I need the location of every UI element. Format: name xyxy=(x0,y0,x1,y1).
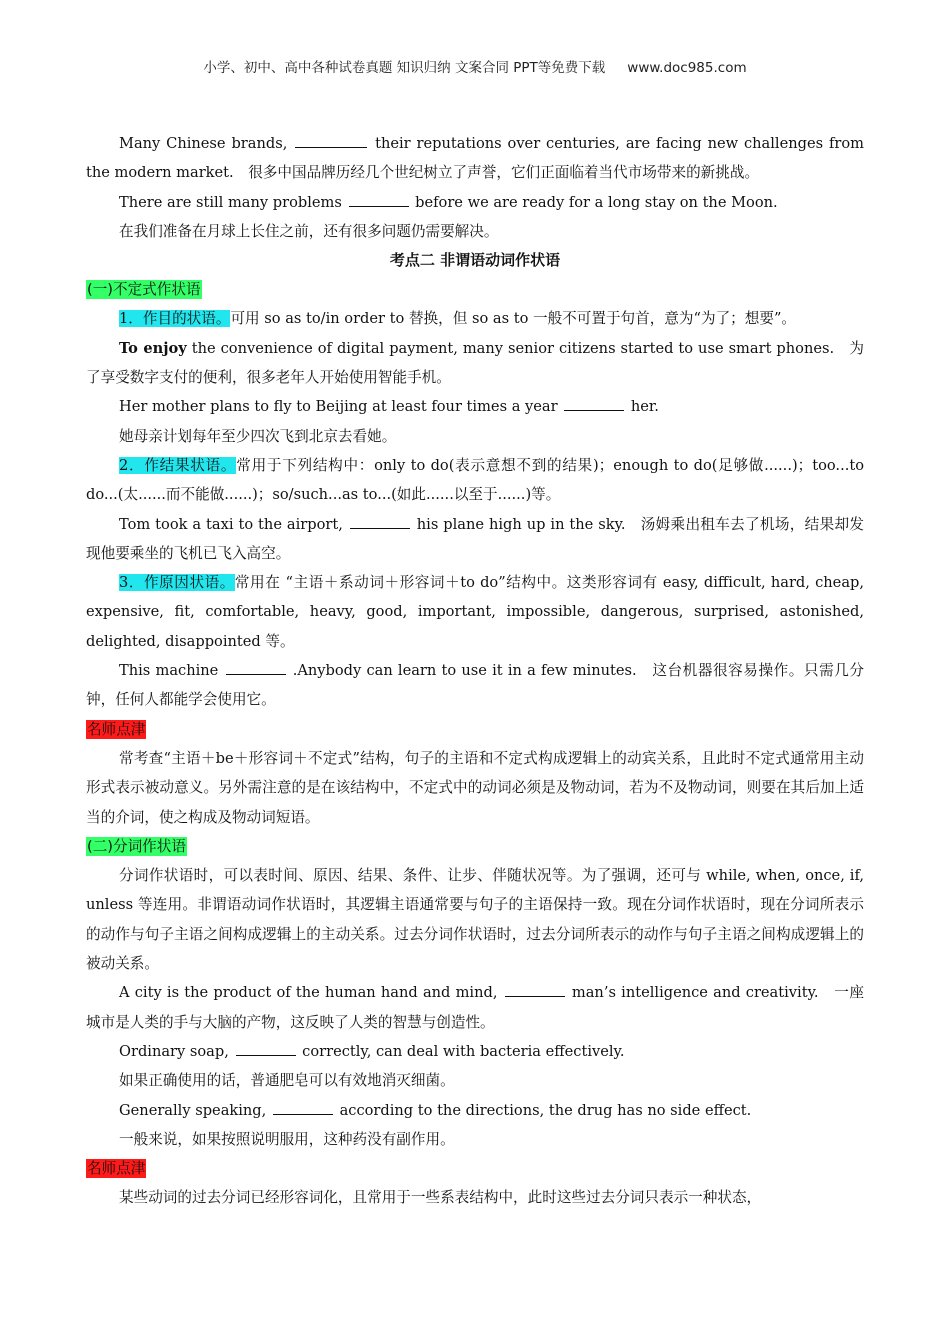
header-text: 小学、初中、高中各种试卷真题 知识归纳 文案合同 PPT等免费下载 xyxy=(203,60,606,76)
answer-blank[interactable] xyxy=(564,395,624,411)
paragraph: 1．作目的状语。可用 so as to/in order to 替换，但 so as to 一般不可置于句首，意为“为了；想要”。 xyxy=(119,310,797,328)
answer-blank[interactable] xyxy=(349,191,409,207)
tip-label: 名师点津 xyxy=(87,1160,146,1178)
paragraph: 常考查“主语＋be＋形容词＋不定式”结构，句子的主语和不定式构成逻辑上的动宾关系，且此时不定式通常用主动形式表示被动意义。另外需注意的是在该结构中，不定式中的动词必须是及物动词，若为不及物动词，则要在其后加上适当的介词，使之构成及物动词短语。 xyxy=(86,749,864,826)
paragraph: To enjoy the convenience of digital payment, many senior citizens started to use smart phones. 为了享受数字支付的便利，很多老年人开始使用智能手机。 xyxy=(86,339,865,387)
paragraph: 如果正确使用的话，普通肥皂可以有效地消灭细菌。 xyxy=(119,1072,455,1090)
paragraph: This machine .Anybody can learn to use it in a few minutes. 这台机器很容易操作。只需几分钟，任何人都能学会使用它。 xyxy=(86,656,864,715)
subsection-heading xyxy=(86,275,864,304)
subsection-label: (一)不定式作状语 xyxy=(87,281,201,299)
paragraph: Ordinary soap, correctly, can deal with bacteria effectively. xyxy=(86,1037,864,1066)
tip-heading xyxy=(86,1154,864,1183)
answer-blank[interactable] xyxy=(350,513,410,529)
answer-blank[interactable] xyxy=(236,1040,296,1056)
item-label: 3．作原因状语。 xyxy=(119,574,235,592)
page-header xyxy=(0,56,950,76)
paragraph: 某些动词的过去分词已经形容词化，且常用于一些系表结构中，此时这些过去分词只表示一种状态， xyxy=(119,1189,762,1207)
item-label: 2．作结果状语。 xyxy=(119,456,237,474)
answer-blank[interactable] xyxy=(295,132,367,148)
subsection-heading xyxy=(86,832,864,861)
answer-blank[interactable] xyxy=(273,1099,333,1115)
paragraph: 分词作状语时，可以表时间、原因、结果、条件、让步、伴随状况等。为了强调，还可与 while, when, once, if, unless 等连用。非谓语动词作状语时，其逻辑主语通常要与句子的主语保持一致。现在分词作状语时，现在分词所表示的动作与句子主语之间构成逻辑上的主动关系。过去分词作状语时，过去分词所表示的动作与句子主语之间构成逻辑上的被动关系。 xyxy=(86,867,864,973)
paragraph: Tom took a taxi to the airport, his plane high up in the sky. 汤姆乘出租车去了机场，结果却发现他要乘坐的飞机已飞入高空。 xyxy=(86,510,864,569)
paragraph: 一般来说，如果按照说明服用，这种药没有副作用。 xyxy=(119,1130,455,1148)
tip-heading xyxy=(86,715,864,744)
paragraph: 2．作结果状语。常用于下列结构中：only to do(表示意想不到的结果)；enough to do(足够做......)；too...to do...(太......而不能做......)；so/such...as to...(如此......以至于......)等。 xyxy=(86,456,864,504)
tip-label: 名师点津 xyxy=(87,720,146,738)
paragraph: Her mother plans to fly to Beijing at least four times a year her. xyxy=(86,392,864,421)
subsection-label: (二)分词作状语 xyxy=(87,837,186,855)
document-body xyxy=(86,129,864,1213)
paragraph: Generally speaking, according to the directions, the drug has no side effect. xyxy=(86,1096,864,1125)
paragraph: 在我们准备在月球上长住之前，还有很多问题仍需要解决。 xyxy=(119,222,499,240)
paragraph: 3．作原因状语。常用在 “主语＋系动词＋形容词＋to do”结构中。这类形容词有 easy, difficult, hard, cheap, expensive, fit, comfortable, heavy, good, important, impossible, dangerous, surprised, astonished, delighted, disappointed 等。 xyxy=(86,574,864,650)
paragraph: A city is the product of the human hand and mind, man’s intelligence and creativity. 一座城市是人类的手与大脑的产物，这反映了人类的智慧与创造性。 xyxy=(86,978,864,1037)
header-site[interactable]: www.doc985.com xyxy=(627,60,747,76)
paragraph: Many Chinese brands, their reputations over centuries, are facing new challenges from the modern market. 很多中国品牌历经几个世纪树立了声誉，它们正面临着当代市场带来的新挑战。 xyxy=(86,129,864,188)
paragraph: 她母亲计划每年至少四次飞到北京去看她。 xyxy=(119,427,397,445)
answer-blank[interactable] xyxy=(226,659,286,675)
answer-blank[interactable] xyxy=(505,981,565,997)
section-title: 考点二 非谓语动词作状语 xyxy=(389,251,561,270)
item-label: 1．作目的状语。 xyxy=(119,310,231,328)
paragraph: There are still many problems before we are ready for a long stay on the Moon. xyxy=(86,188,864,217)
